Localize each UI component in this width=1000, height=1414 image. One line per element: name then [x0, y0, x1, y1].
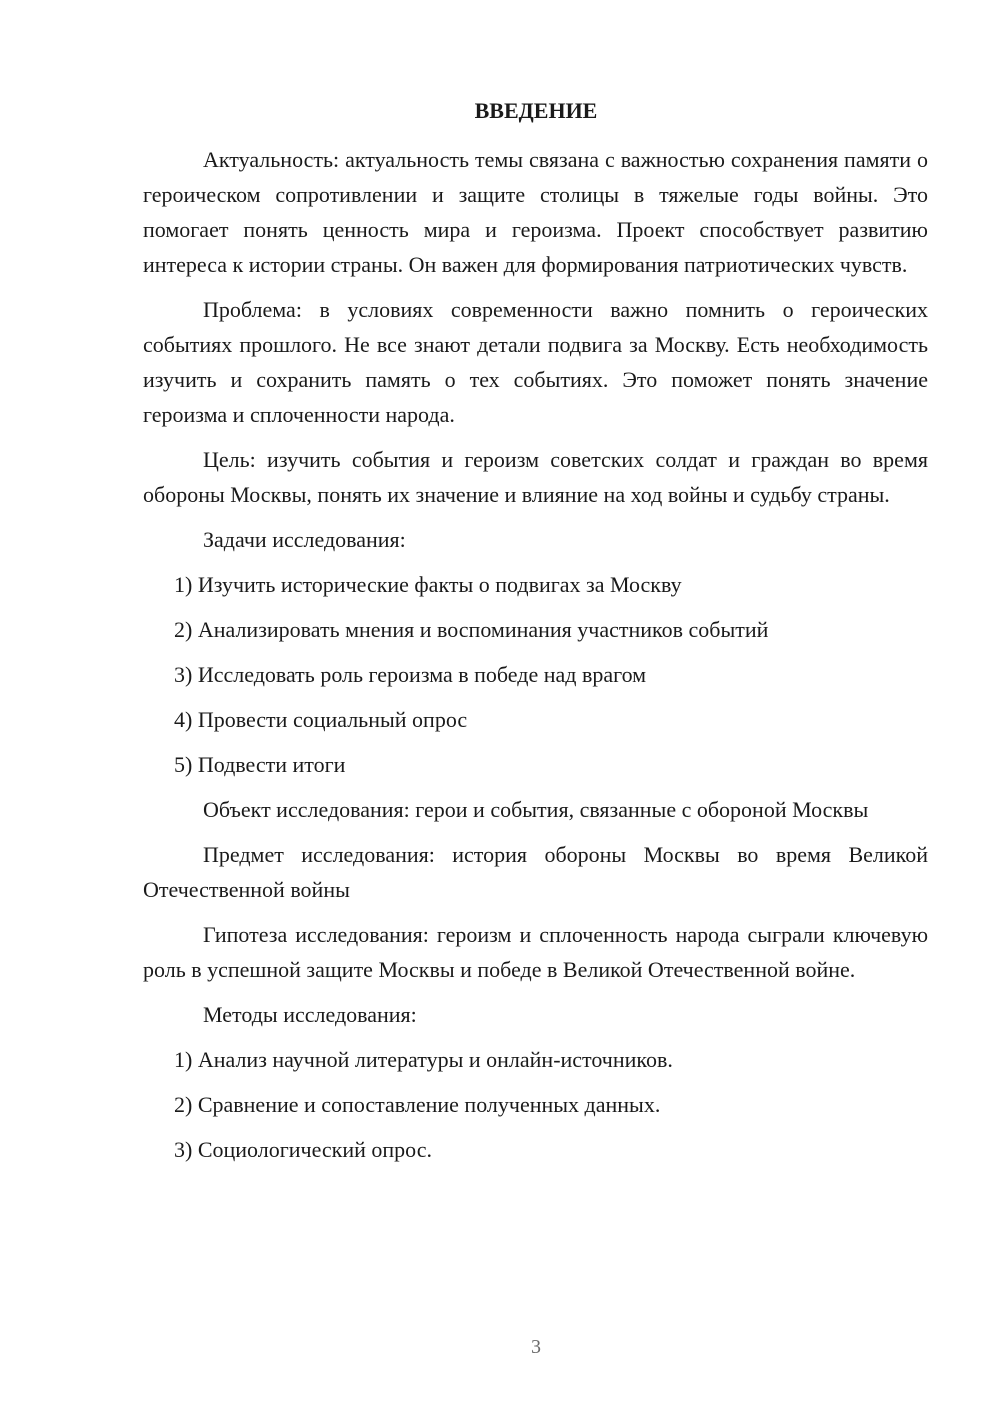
- task-list-item: 3) Исследовать роль героизма в победе над врагом: [174, 662, 647, 687]
- method-list-item: 2) Сравнение и сопоставление полученных данных.: [174, 1092, 661, 1117]
- methods-heading: Методы исследования:: [203, 1002, 417, 1027]
- task-list-item: 5) Подвести итоги: [174, 752, 346, 777]
- document-body: [143, 142, 928, 1177]
- relevance-paragraph: Актуальность: актуальность темы связана с важностью сохранения памяти о героическом сопротивлении и защите столицы в тяжелые годы войны. Это помогает понять ценность мира и героизма. Проект способствует развитию интереса к истории страны. Он важен для формирования патриотических чувств.: [143, 147, 928, 277]
- task-list-item: 1) Изучить исторические факты о подвигах за Москву: [174, 572, 682, 597]
- section-heading: ВВЕДЕНИЕ: [474, 98, 598, 123]
- goal-paragraph: Цель: изучить события и героизм советских солдат и граждан во время обороны Москвы, понять их значение и влияние на ход войны и судьбу страны.: [143, 447, 928, 507]
- page-number: 3: [531, 1336, 541, 1358]
- object-paragraph: Объект исследования: герои и события, связанные с обороной Москвы: [203, 797, 869, 822]
- task-list-item: 4) Провести социальный опрос: [174, 707, 468, 732]
- subject-paragraph: Предмет исследования: история обороны Москвы во время Великой Отечественной войны: [143, 842, 928, 902]
- hypothesis-paragraph: Гипотеза исследования: героизм и сплоченность народа сыграли ключевую роль в успешной защите Москвы и победе в Великой Отечественной войне.: [143, 922, 928, 982]
- tasks-heading: Задачи исследования:: [203, 527, 406, 552]
- method-list-item: 3) Социологический опрос.: [174, 1137, 432, 1162]
- problem-paragraph: Проблема: в условиях современности важно помнить о героических событиях прошлого. Не все знают детали подвига за Москву. Есть необходимость изучить и сохранить память о тех событиях. Это поможет понять значение героизма и сплоченности народа.: [143, 297, 928, 427]
- task-list-item: 2) Анализировать мнения и воспоминания участников событий: [174, 617, 769, 642]
- method-list-item: 1) Анализ научной литературы и онлайн-источников.: [174, 1047, 673, 1072]
